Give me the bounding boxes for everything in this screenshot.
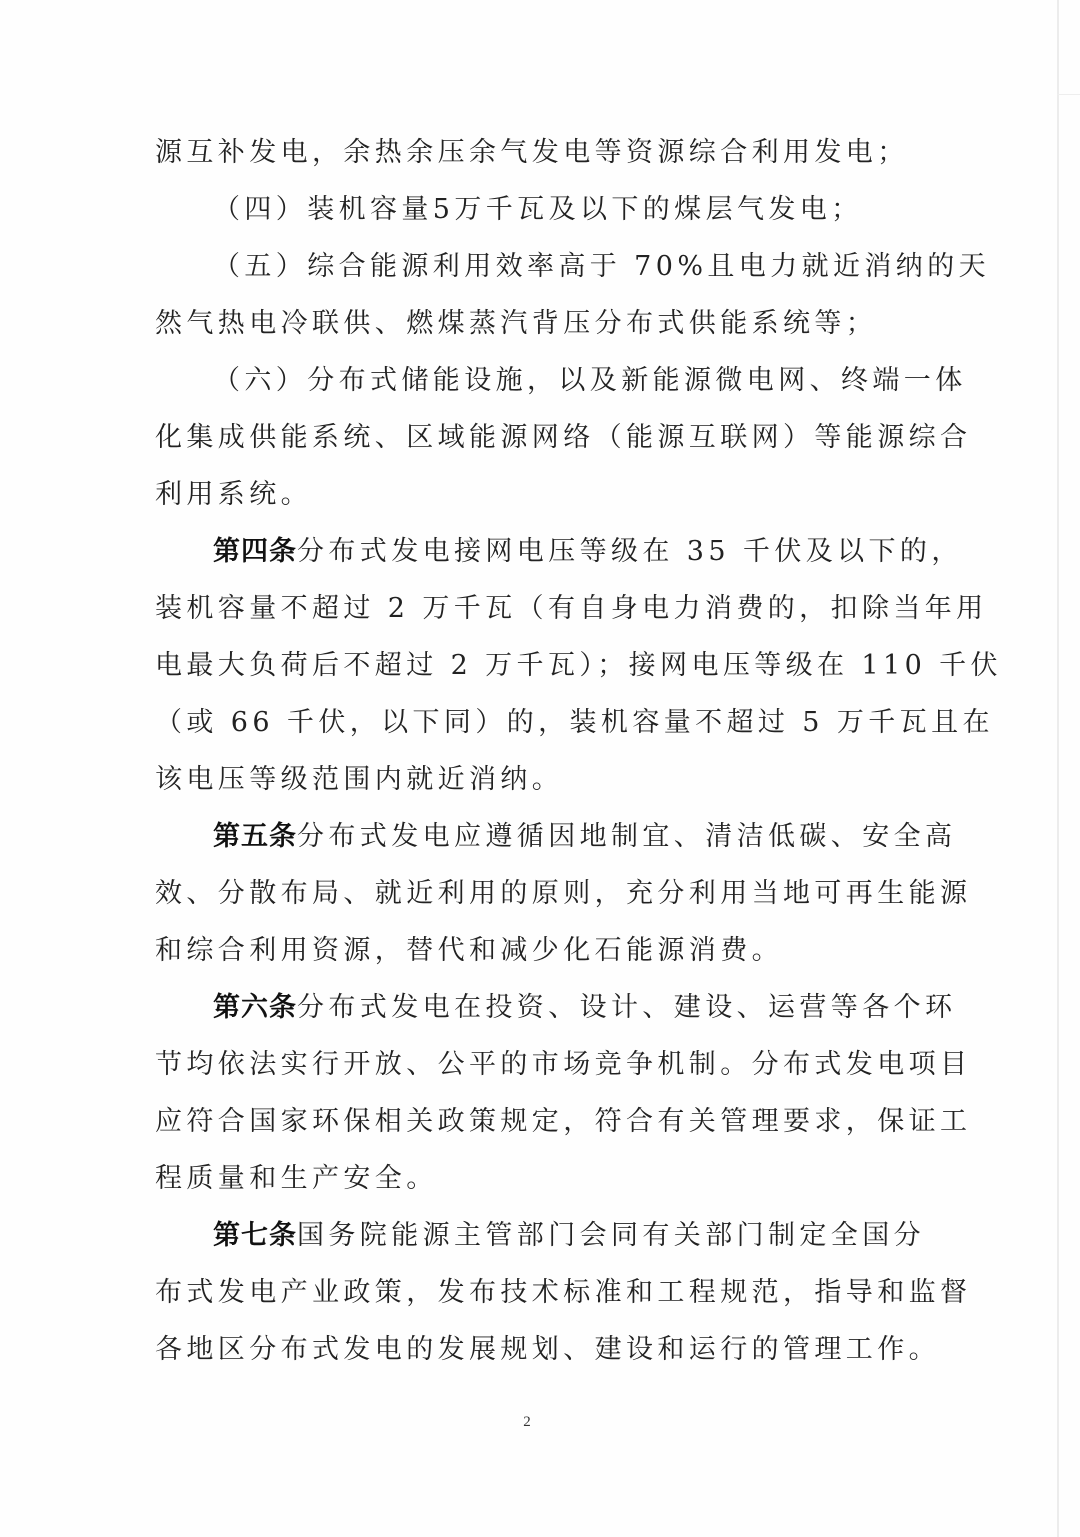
text-line-21 bbox=[155, 1264, 972, 1321]
text-line-17 bbox=[155, 1036, 972, 1093]
text-line-1 bbox=[155, 124, 909, 181]
line-text: 电最大负荷后不超过 2 万千瓦）；接网电压等级在 110 千伏 bbox=[155, 650, 1002, 681]
line-text: （四）装机容量5万千瓦及以下的煤层气发电； bbox=[213, 194, 863, 225]
line-text: 化集成供能系统、区域能源网络（能源互联网）等能源综合 bbox=[155, 422, 972, 453]
text-line-20 bbox=[155, 1207, 925, 1264]
text-line-6 bbox=[155, 409, 972, 466]
line-text: 和综合利用资源，替代和减少化石能源消费。 bbox=[155, 935, 783, 966]
text-line-13 bbox=[155, 808, 957, 865]
line-text: 分布式发电应遵循因地制宜、清洁低碳、安全高 bbox=[297, 821, 957, 852]
line-text: 分布式发电接网电压等级在 35 千伏及以下的， bbox=[297, 536, 963, 567]
line-text: 国务院能源主管部门会同有关部门制定全国分 bbox=[297, 1220, 925, 1251]
line-text: 装机容量不超过 2 万千瓦（有自身电力消费的，扣除当年用 bbox=[155, 593, 988, 624]
text-line-9 bbox=[155, 580, 988, 637]
text-line-14 bbox=[155, 865, 972, 922]
text-line-4 bbox=[155, 295, 895, 352]
line-text: 分布式发电在投资、设计、建设、运营等各个环 bbox=[297, 992, 957, 1023]
page-edge-line bbox=[1057, 0, 1059, 1537]
text-line-5 bbox=[155, 352, 967, 409]
article-heading: 第五条 bbox=[213, 821, 297, 852]
text-line-2 bbox=[155, 181, 895, 238]
text-line-22 bbox=[155, 1321, 940, 1378]
article-heading: 第四条 bbox=[213, 536, 297, 567]
line-text: （五）综合能源利用效率高于 70%且电力就近消纳的天 bbox=[213, 251, 990, 282]
text-line-16 bbox=[155, 979, 957, 1036]
line-text: 该电压等级范围内就近消纳。 bbox=[155, 764, 564, 795]
text-line-11 bbox=[155, 694, 994, 751]
text-line-7 bbox=[155, 466, 895, 523]
line-text: 源互补发电，余热余压余气发电等资源综合利用发电； bbox=[155, 137, 909, 168]
text-line-3 bbox=[155, 238, 990, 295]
article-heading: 第七条 bbox=[213, 1220, 297, 1251]
line-text: 应符合国家环保相关政策规定，符合有关管理要求，保证工 bbox=[155, 1106, 972, 1137]
text-line-18 bbox=[155, 1093, 972, 1150]
article-heading: 第六条 bbox=[213, 992, 297, 1023]
text-line-10 bbox=[155, 637, 1002, 694]
text-line-12 bbox=[155, 751, 895, 808]
text-line-19 bbox=[155, 1150, 895, 1207]
line-text: 节均依法实行开放、公平的市场竞争机制。分布式发电项目 bbox=[155, 1049, 972, 1080]
text-line-15 bbox=[155, 922, 895, 979]
document-body bbox=[155, 124, 1002, 1378]
line-text: 布式发电产业政策，发布技术标准和工程规范，指导和监督 bbox=[155, 1277, 972, 1308]
page-number: 2 bbox=[523, 1414, 531, 1430]
line-text: 利用系统。 bbox=[155, 479, 312, 510]
line-text: （六）分布式储能设施，以及新能源微电网、终端一体 bbox=[213, 365, 967, 396]
line-text: 程质量和生产安全。 bbox=[155, 1163, 438, 1194]
line-text: （或 66 千伏，以下同）的，装机容量不超过 5 万千瓦且在 bbox=[155, 707, 994, 738]
line-text: 各地区分布式发电的发展规划、建设和运行的管理工作。 bbox=[155, 1334, 940, 1365]
line-text: 然气热电冷联供、燃煤蒸汽背压分布式供能系统等； bbox=[155, 308, 878, 339]
line-text: 效、分散布局、就近利用的原则，充分利用当地可再生能源 bbox=[155, 878, 972, 909]
text-line-8 bbox=[155, 523, 963, 580]
page-edge-fold bbox=[1057, 94, 1080, 95]
